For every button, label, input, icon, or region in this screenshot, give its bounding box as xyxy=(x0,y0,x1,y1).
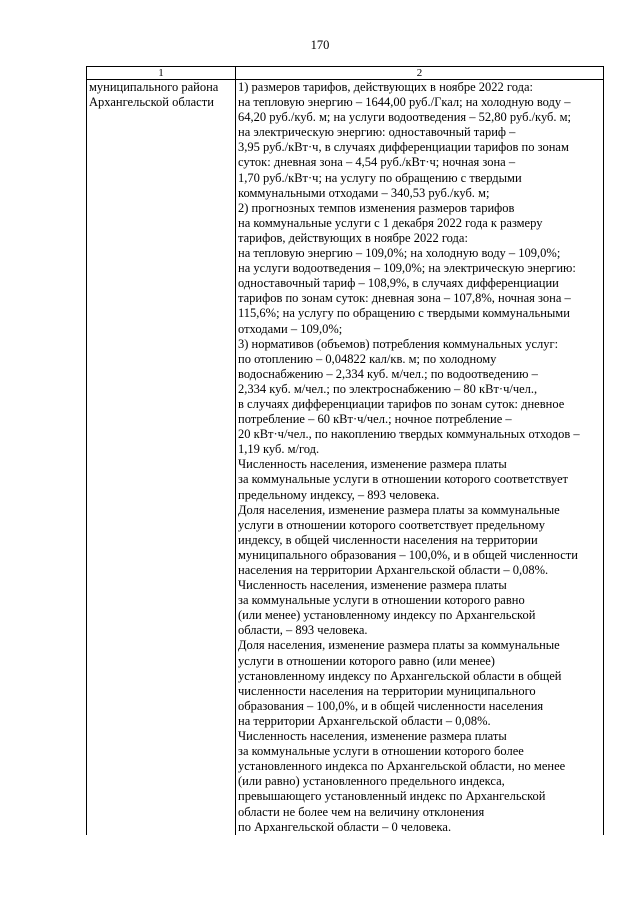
description-text-line: 1,70 руб./кВт·ч; на услугу по обращению с твердыми xyxy=(238,170,522,185)
description-text-line: 20 кВт·ч/чел., по накоплению твердых коммунальных отходов – xyxy=(238,427,580,442)
description-text-line: 2) прогнозных темпов изменения размеров тарифов xyxy=(238,200,515,215)
description-text-line: на электрическую энергию: одноставочный тариф – xyxy=(238,125,516,140)
description-text-line: предельному индексу, – 893 человека. xyxy=(238,487,440,502)
description-text-line: в случаях дифференциации тарифов по зонам суток: дневное xyxy=(238,396,565,411)
description-text-line: за коммунальные услуги в отношении которого соответствует xyxy=(238,472,568,487)
description-text-line: за коммунальные услуги в отношении которого равно xyxy=(238,593,525,608)
description-text-line: на коммунальные услуги с 1 декабря 2022 года к размеру xyxy=(238,215,543,230)
description-text-line: тарифов по зонам суток: дневная зона – 107,8%, ночная зона – xyxy=(238,291,571,306)
description-text-line: по Архангельской области – 0 человека. xyxy=(238,819,452,834)
description-text-line: Численность населения, изменение размера платы xyxy=(238,578,507,593)
description-text-line: тарифов, действующих в ноябре 2022 года: xyxy=(238,230,468,245)
municipality-text-line: Архангельской области xyxy=(89,95,214,110)
description-text-line: установленному индексу по Архангельской области в общей xyxy=(238,668,562,683)
description-text-line: Численность населения, изменение размера платы xyxy=(238,729,507,744)
description-text-line: области, – 893 человека. xyxy=(238,623,368,638)
column-header-2: 2 xyxy=(236,67,604,80)
description-text-line: услуги в отношении которого соответствует предельному xyxy=(238,517,545,532)
description-text-line: области не более чем на величину отклонения xyxy=(238,804,485,819)
page-number: 170 xyxy=(310,38,330,52)
description-text-line: отходами – 109,0%; xyxy=(238,321,343,336)
description-text-line: водоснабжению – 2,334 куб. м/чел.; по водоотведению – xyxy=(238,366,538,381)
description-text-line: по отоплению – 0,04822 кал/кв. м; по холодному xyxy=(238,351,497,366)
description-text-line: 64,20 руб./куб. м; на услуги водоотведения – 52,80 руб./куб. м; xyxy=(238,110,572,125)
description-text-line: коммунальными отходами – 340,53 руб./куб. м; xyxy=(238,185,490,200)
description-text-line: установленного индекса по Архангельской области, но менее xyxy=(238,759,566,774)
description-text-line: численности населения на территории муниципального xyxy=(238,683,536,698)
description-text-line: одноставочный тариф – 108,9%, в случаях дифференциации xyxy=(238,276,559,291)
description-text-line: 3) нормативов (объемов) потребления коммунальных услуг: xyxy=(238,336,559,351)
table-header-row xyxy=(87,67,604,80)
description-text-line: (или менее) установленному индексу по Архангельской xyxy=(238,608,536,623)
description-text-line: 1,19 куб. м/год. xyxy=(238,442,320,457)
description-text-line: суток: дневная зона – 4,54 руб./кВт·ч; ночная зона – xyxy=(238,155,516,170)
description-text-line: 1) размеров тарифов, действующих в ноябре 2022 года: xyxy=(238,80,534,94)
municipality-cell xyxy=(87,80,236,835)
description-text-line: (или равно) установленного предельного индекса, xyxy=(238,774,505,789)
description-text-line: на услуги водоотведения – 109,0%; на электрическую энергию: xyxy=(238,261,576,276)
description-text-line: населения на территории Архангельской области – 0,08%. xyxy=(238,563,549,577)
description-text-line: 3,95 руб./кВт·ч, в случаях дифференциации тарифов по зонам xyxy=(238,140,569,155)
table-row xyxy=(87,80,604,835)
description-text-line: Доля населения, изменение размера платы за коммунальные xyxy=(238,638,560,653)
description-text-line: за коммунальные услуги в отношении которого более xyxy=(238,744,524,759)
description-text-line: 2,334 куб. м/чел.; по электроснабжению – 80 кВт·ч/чел., xyxy=(238,381,538,396)
tariff-description-cell xyxy=(236,80,604,835)
description-text-line: Численность населения, изменение размера платы xyxy=(238,457,507,472)
description-text-line: Доля населения, изменение размера платы за коммунальные xyxy=(238,502,560,517)
description-text-line: превышающего установленный индекс по Архангельской xyxy=(238,789,546,804)
description-text-line: образования – 100,0%, и в общей численности населения xyxy=(238,698,544,713)
municipality-text-line: муниципального района xyxy=(89,80,219,94)
description-text-line: на территории Архангельской области – 0,08%. xyxy=(238,713,491,728)
description-text-line: на тепловую энергию – 1644,00 руб./Гкал; на холодную воду – xyxy=(238,95,571,110)
description-text-line: потребление – 60 кВт·ч/чел.; ночное потребление – xyxy=(238,412,512,427)
description-text-line: услуги в отношении которого равно (или менее) xyxy=(238,653,495,668)
description-text-line: на тепловую энергию – 109,0%; на холодную воду – 109,0%; xyxy=(238,246,561,261)
tariff-table xyxy=(86,66,604,835)
description-text-line: индексу, в общей численности населения на территории xyxy=(238,532,538,547)
description-text-line: 115,6%; на услугу по обращению с твердыми коммунальными xyxy=(238,306,570,321)
description-text-line: муниципального образования – 100,0%, и в общей численности xyxy=(238,547,578,562)
column-header-1: 1 xyxy=(87,67,236,80)
